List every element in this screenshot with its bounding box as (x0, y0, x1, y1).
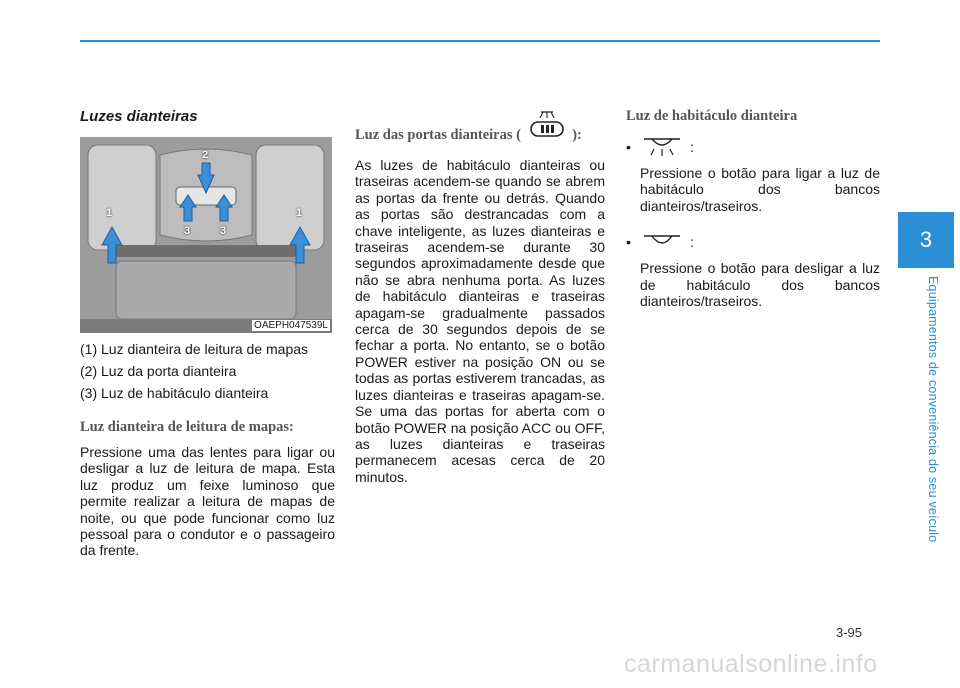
door-lamp-heading (355, 124, 605, 147)
door-lamp-heading-prefix: Luz das portas dianteiras ( (355, 126, 521, 143)
room-lamp-on-text: Pressione o botão para ligar a luz de habitáculo dos bancos dianteiros/traseiros. (640, 165, 880, 214)
room-lamp-heading: Luz de habitáculo dianteira (626, 108, 798, 124)
door-lamp-heading-suffix: ): (572, 126, 582, 143)
bullet-colon: : (690, 234, 694, 251)
map-lamp-text: Pressione uma das lentes para ligar ou desligar a luz de leitura de mapa. Esta luz produz um feixe luminoso que permite realizar a leitura de mapas de noite, ou que pode funcionar como luz pessoal para o condutor e o passageiro da frente. (80, 444, 335, 559)
callout-2: 2 (202, 149, 209, 161)
top-rule (80, 40, 880, 42)
figure-captions (80, 341, 335, 401)
column-3 (626, 108, 880, 309)
bullet-dot: • (626, 139, 631, 155)
door-lamp-icon (525, 124, 569, 147)
bullet-on (626, 135, 880, 159)
room-lamp-off-text: Pressione o botão para desligar a luz de habitáculo dos bancos dianteiros/traseiros. (640, 260, 880, 310)
page-number: 3-95 (836, 625, 863, 640)
door-lamp-text: As luzes de habitáculo dianteiras ou traseiras acendem-se quando se abrem as portas da frente ou detrás. Quando as portas são destrancadas com a chave inteligente, as luzes dianteiras e traseiras acendem-se durante 30 segundos aproximadamente desde que não se abra nenhuma porta. As luzes de habitáculo dianteiras e traseiras apagam-se gradualmente passados cerca de 30 segundos depois de se fechar a porta. No entanto, se o botão POWER estiver na posição ON ou se todas as portas estiverem trancadas, as luzes dianteiras e traseiras apagam-se. Se uma das portas for aberta com o botão POWER na posição ACC ou OFF, as luzes dianteiras e traseiras permanecem acesas cerca de 20 minutos. (355, 157, 605, 485)
bullet-off (626, 230, 880, 254)
chapter-tab: 3 (898, 212, 954, 268)
caption-item: (2) Luz da porta dianteira (80, 363, 237, 379)
bullet-colon: : (690, 139, 694, 155)
room-lamp-off-icon (640, 230, 684, 254)
chapter-title: Equipamentos de conveniência do seu veículo (926, 276, 940, 543)
room-lamp-on-icon (640, 135, 684, 159)
column-1 (80, 108, 335, 559)
caption-item: (1) Luz dianteira de leitura de mapas (80, 341, 309, 357)
column-2 (355, 124, 605, 485)
section-title: Luzes dianteiras (80, 108, 198, 125)
console-illustration (80, 137, 332, 333)
watermark: carmanualsonline.info (624, 650, 878, 678)
callout-1-left: 1 (106, 207, 113, 219)
callout-3-right: 3 (220, 225, 227, 237)
caption-item: (3) Luz de habitáculo dianteira (80, 385, 269, 401)
map-lamp-heading: Luz dianteira de leitura de mapas: (80, 419, 294, 435)
bullet-dot: • (626, 234, 631, 251)
callout-3-left: 3 (184, 225, 191, 237)
callout-1-right: 1 (296, 207, 303, 219)
overhead-console-figure (80, 137, 332, 333)
figure-label: OAEPH047539L (254, 320, 328, 331)
